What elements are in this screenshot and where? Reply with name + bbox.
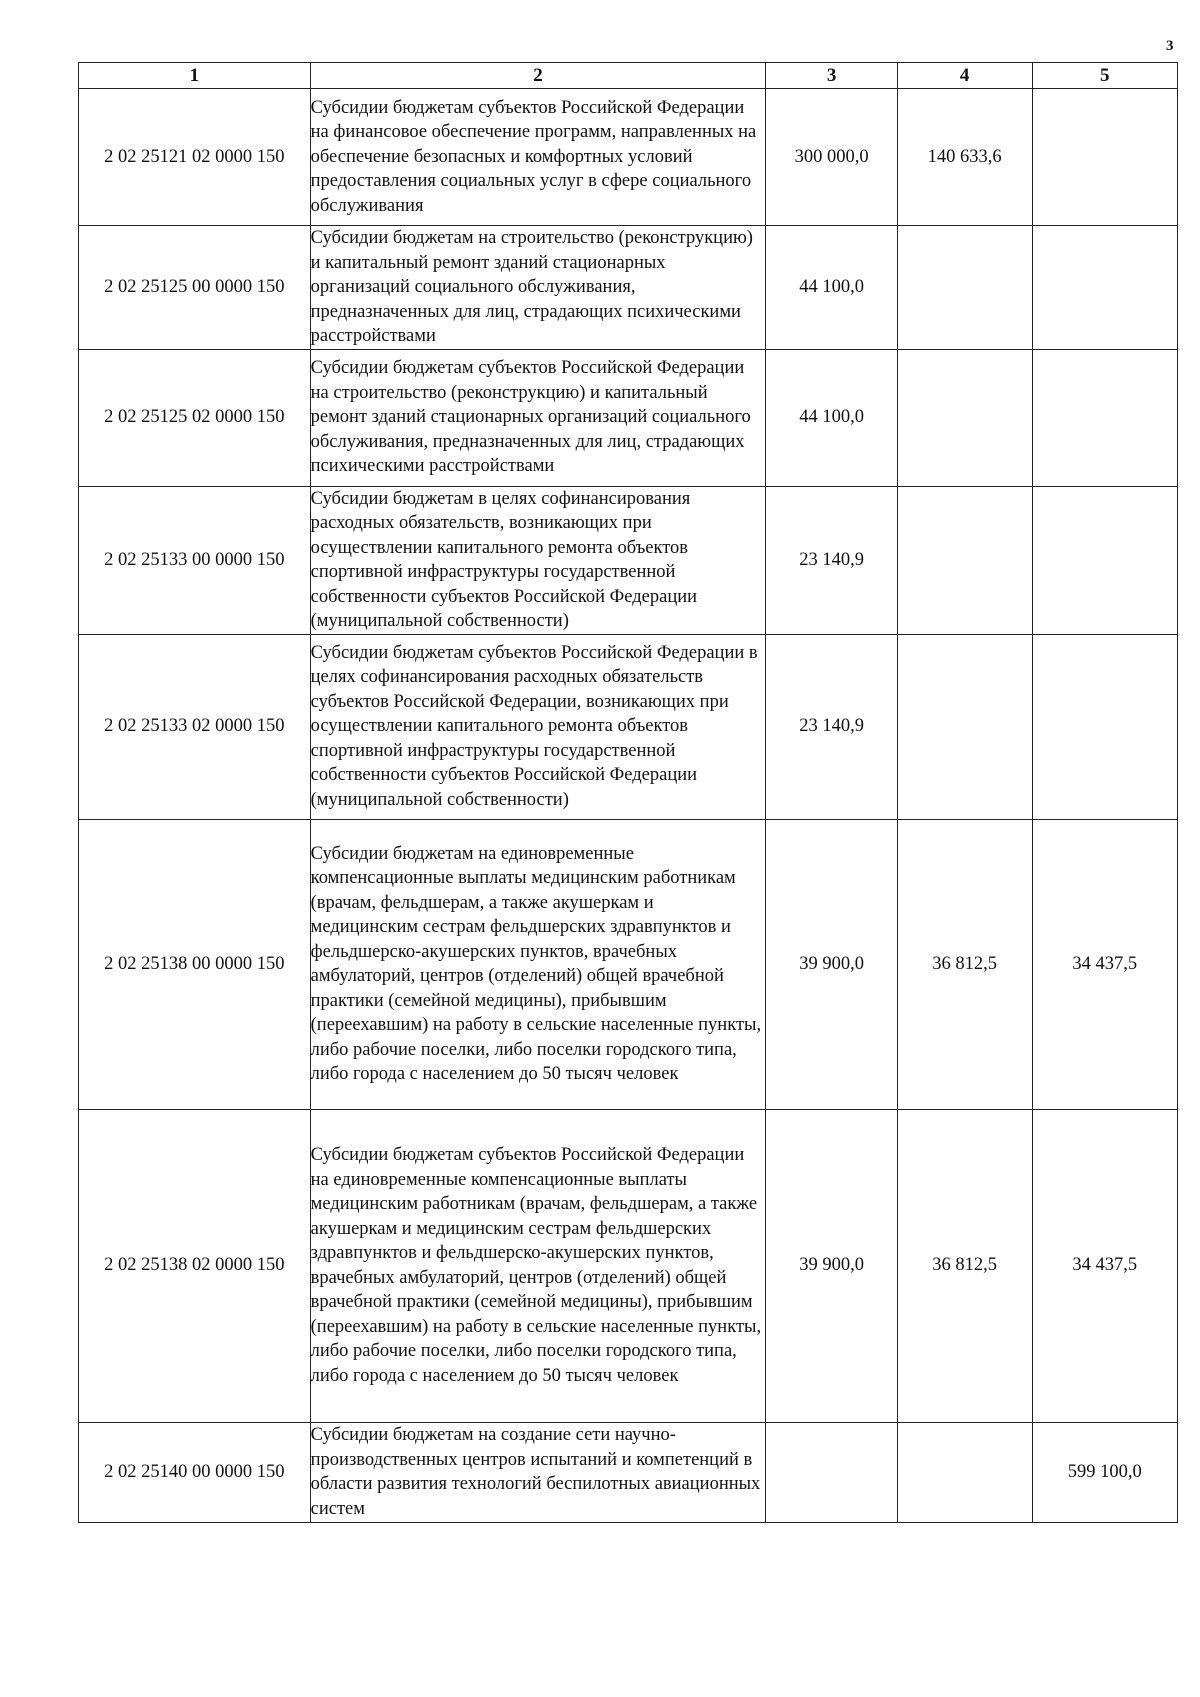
- row-value-col4: [897, 226, 1032, 350]
- row-description: Субсидии бюджетам на создание сети научно-производственных центров испытаний и компетенций в области развития технологий беспилотных авиационных систем: [310, 1422, 766, 1522]
- table-row: [79, 226, 1178, 350]
- row-value-col5: [1032, 89, 1178, 226]
- row-code: 2 02 25125 00 0000 150: [79, 226, 311, 350]
- row-code: 2 02 25121 02 0000 150: [79, 89, 311, 226]
- header-col-2: 2: [310, 63, 766, 89]
- row-value-col4: 36 812,5: [897, 1109, 1032, 1422]
- page-number: 3: [1166, 38, 1174, 54]
- row-value-col5: [1032, 226, 1178, 350]
- table-header-row: [79, 63, 1178, 89]
- header-col-4: 4: [897, 63, 1032, 89]
- row-code: 2 02 25133 00 0000 150: [79, 486, 311, 634]
- table-row: [79, 89, 1178, 226]
- row-value-col5: 34 437,5: [1032, 1109, 1178, 1422]
- row-value-col4: [897, 634, 1032, 819]
- row-value-col4: 140 633,6: [897, 89, 1032, 226]
- header-col-3: 3: [766, 63, 897, 89]
- row-code: 2 02 25133 02 0000 150: [79, 634, 311, 819]
- row-description: Субсидии бюджетам на единовременные компенсационные выплаты медицинским работникам (врачам, фельдшерам, а также акушеркам и медицинским сестрам фельдшерских здравпунктов и фельдшерско-акушерских пунктов, врачебных амбулаторий, центров (отделений) общей врачебной практики (семейной медицины), прибывшим (переехавшим) на работу в сельские населенные пункты, либо рабочие поселки, либо поселки городского типа, либо города с населением до 50 тысяч человек: [310, 819, 766, 1109]
- header-col-1: 1: [79, 63, 311, 89]
- row-value-col5: 34 437,5: [1032, 819, 1178, 1109]
- table-row: [79, 1422, 1178, 1522]
- table-row: [79, 634, 1178, 819]
- row-value-col4: [897, 1422, 1032, 1522]
- row-description: Субсидии бюджетам субъектов Российской Федерации в целях софинансирования расходных обязательств субъектов Российской Федерации, возникающих при осуществлении капитального ремонта объектов спортивной инфраструктуры государственной собственности субъектов Российской Федерации (муниципальной собственности): [310, 634, 766, 819]
- row-description: Субсидии бюджетам на строительство (реконструкцию) и капитальный ремонт зданий стационарных организаций социального обслуживания, предназначенных для лиц, страдающих психическими расстройствами: [310, 226, 766, 350]
- row-value-col5: 599 100,0: [1032, 1422, 1178, 1522]
- row-description: Субсидии бюджетам субъектов Российской Федерации на единовременные компенсационные выплаты медицинским работникам (врачам, фельдшерам, а также акушеркам и медицинским сестрам фельдшерских здравпунктов и фельдшерско-акушерских пунктов, врачебных амбулаторий, центров (отделений) общей врачебной практики (семейной медицины), прибывшим (переехавшим) на работу в сельские населенные пункты, либо рабочие поселки, либо поселки городского типа, либо города с населением до 50 тысяч человек: [310, 1109, 766, 1422]
- header-col-5: 5: [1032, 63, 1178, 89]
- row-code: 2 02 25140 00 0000 150: [79, 1422, 311, 1522]
- row-value-col4: 36 812,5: [897, 819, 1032, 1109]
- row-description: Субсидии бюджетам субъектов Российской Федерации на финансовое обеспечение программ, направленных на обеспечение безопасных и комфортных условий предоставления социальных услуг в сфере социального обслуживания: [310, 89, 766, 226]
- table-row: [79, 1109, 1178, 1422]
- row-value-col4: [897, 486, 1032, 634]
- table-row: [79, 486, 1178, 634]
- table-row: [79, 819, 1178, 1109]
- row-value-col5: [1032, 486, 1178, 634]
- row-code: 2 02 25138 02 0000 150: [79, 1109, 311, 1422]
- row-value-col5: [1032, 349, 1178, 486]
- row-description: Субсидии бюджетам в целях софинансирования расходных обязательств, возникающих при осуществлении капитального ремонта объектов спортивной инфраструктуры государственной собственности субъектов Российской Федерации (муниципальной собственности): [310, 486, 766, 634]
- row-description: Субсидии бюджетам субъектов Российской Федерации на строительство (реконструкцию) и капитальный ремонт зданий стационарных организаций социального обслуживания, предназначенных для лиц, страдающих психическими расстройствами: [310, 349, 766, 486]
- table-row: [79, 349, 1178, 486]
- row-code: 2 02 25138 00 0000 150: [79, 819, 311, 1109]
- row-code: 2 02 25125 02 0000 150: [79, 349, 311, 486]
- row-value-col4: [897, 349, 1032, 486]
- row-value-col3: 23 140,9: [766, 486, 897, 634]
- row-value-col3: 300 000,0: [766, 89, 897, 226]
- row-value-col3: 44 100,0: [766, 349, 897, 486]
- row-value-col3: 44 100,0: [766, 226, 897, 350]
- row-value-col3: 39 900,0: [766, 1109, 897, 1422]
- row-value-col3: 39 900,0: [766, 819, 897, 1109]
- budget-table: [78, 62, 1178, 1523]
- row-value-col3: [766, 1422, 897, 1522]
- row-value-col3: 23 140,9: [766, 634, 897, 819]
- row-value-col5: [1032, 634, 1178, 819]
